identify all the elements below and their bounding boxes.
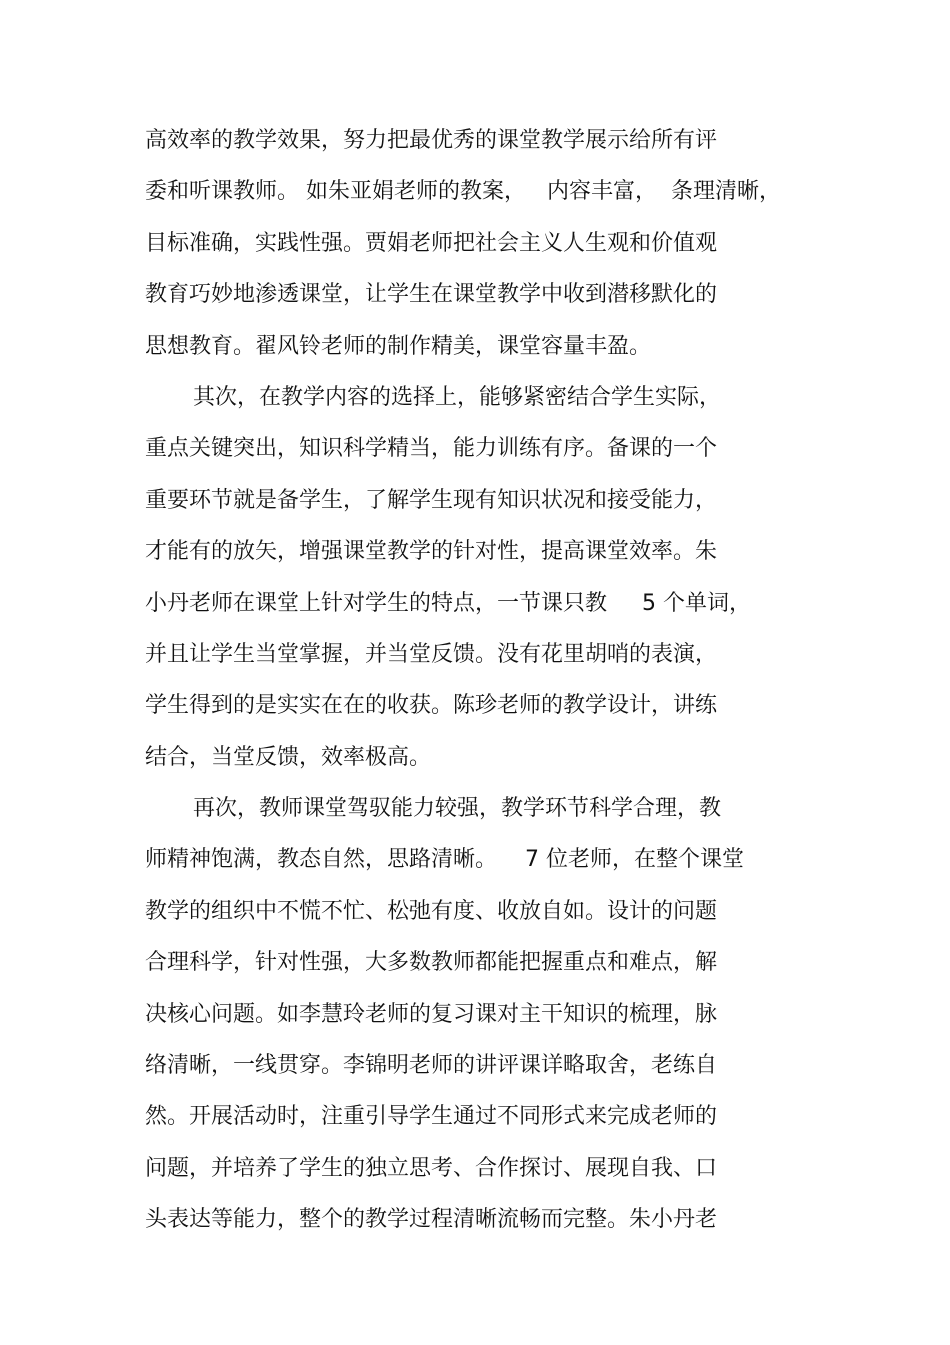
- text-line: 重要环节就是备学生，了解学生现有知识状况和接受能力，: [145, 487, 718, 513]
- text-line: 并且让学生当堂掌握，并当堂反馈。没有花里胡哨的表演，: [145, 641, 718, 667]
- text-line: 学生得到的是实实在在的收获。陈珍老师的教学设计，讲练: [145, 693, 718, 719]
- text-line: 才能有的放矢，增强课堂教学的针对性，提高课堂效率。朱: [145, 539, 718, 565]
- text-line: 其次，在教学内容的选择上，能够紧密结合学生实际，: [193, 384, 722, 410]
- text-line: 合理科学，针对性强，大多数教师都能把握重点和难点，解: [145, 950, 718, 976]
- text-line: 决核心问题。如李慧玲老师的复习课对主干知识的梳理，脉: [145, 1001, 718, 1027]
- text-line: 教学的组织中不慌不忙、松弛有度、收放自如。设计的问题: [145, 898, 718, 924]
- text-line: 委和听课教师。 如朱亚娟老师的教案， 内容丰富， 条理清晰，: [145, 179, 781, 205]
- text-line: 高效率的教学效果，努力把最优秀的课堂教学展示给所有评: [145, 128, 718, 153]
- text-line: 教育巧妙地渗透课堂，让学生在课堂教学中收到潜移默化的: [145, 282, 718, 308]
- text-line: 头表达等能力，整个的教学过程清晰流畅而完整。朱小丹老: [145, 1207, 718, 1233]
- document-body: [0, 122, 950, 1253]
- text-line: 思想教育。翟风铃老师的制作精美，课堂容量丰盈。: [145, 333, 652, 359]
- text-line: 小丹老师在课堂上针对学生的特点，一节课只教 5 个单词，: [145, 590, 751, 616]
- text-line: 重点关键突出，知识科学精当，能力训练有序。备课的一个: [145, 436, 718, 462]
- text-line: 问题，并培养了学生的独立思考、合作探讨、展现自我、口: [145, 1155, 718, 1181]
- text-line: 目标准确，实践性强。贾娟老师把社会主义人生观和价值观: [145, 230, 718, 256]
- text-line: 再次，教师课堂驾驭能力较强，教学环节科学合理，教: [193, 796, 722, 822]
- text-line: 结合，当堂反馈，效率极高。: [145, 744, 432, 770]
- text-line: 然。开展活动时，注重引导学生通过不同形式来完成老师的: [145, 1104, 718, 1130]
- text-line: 师精神饱满，教态自然，思路清晰。 7 位老师，在整个课堂: [145, 847, 744, 873]
- text-line: 络清晰，一线贯穿。李锦明老师的讲评课详略取舍，老练自: [145, 1053, 718, 1079]
